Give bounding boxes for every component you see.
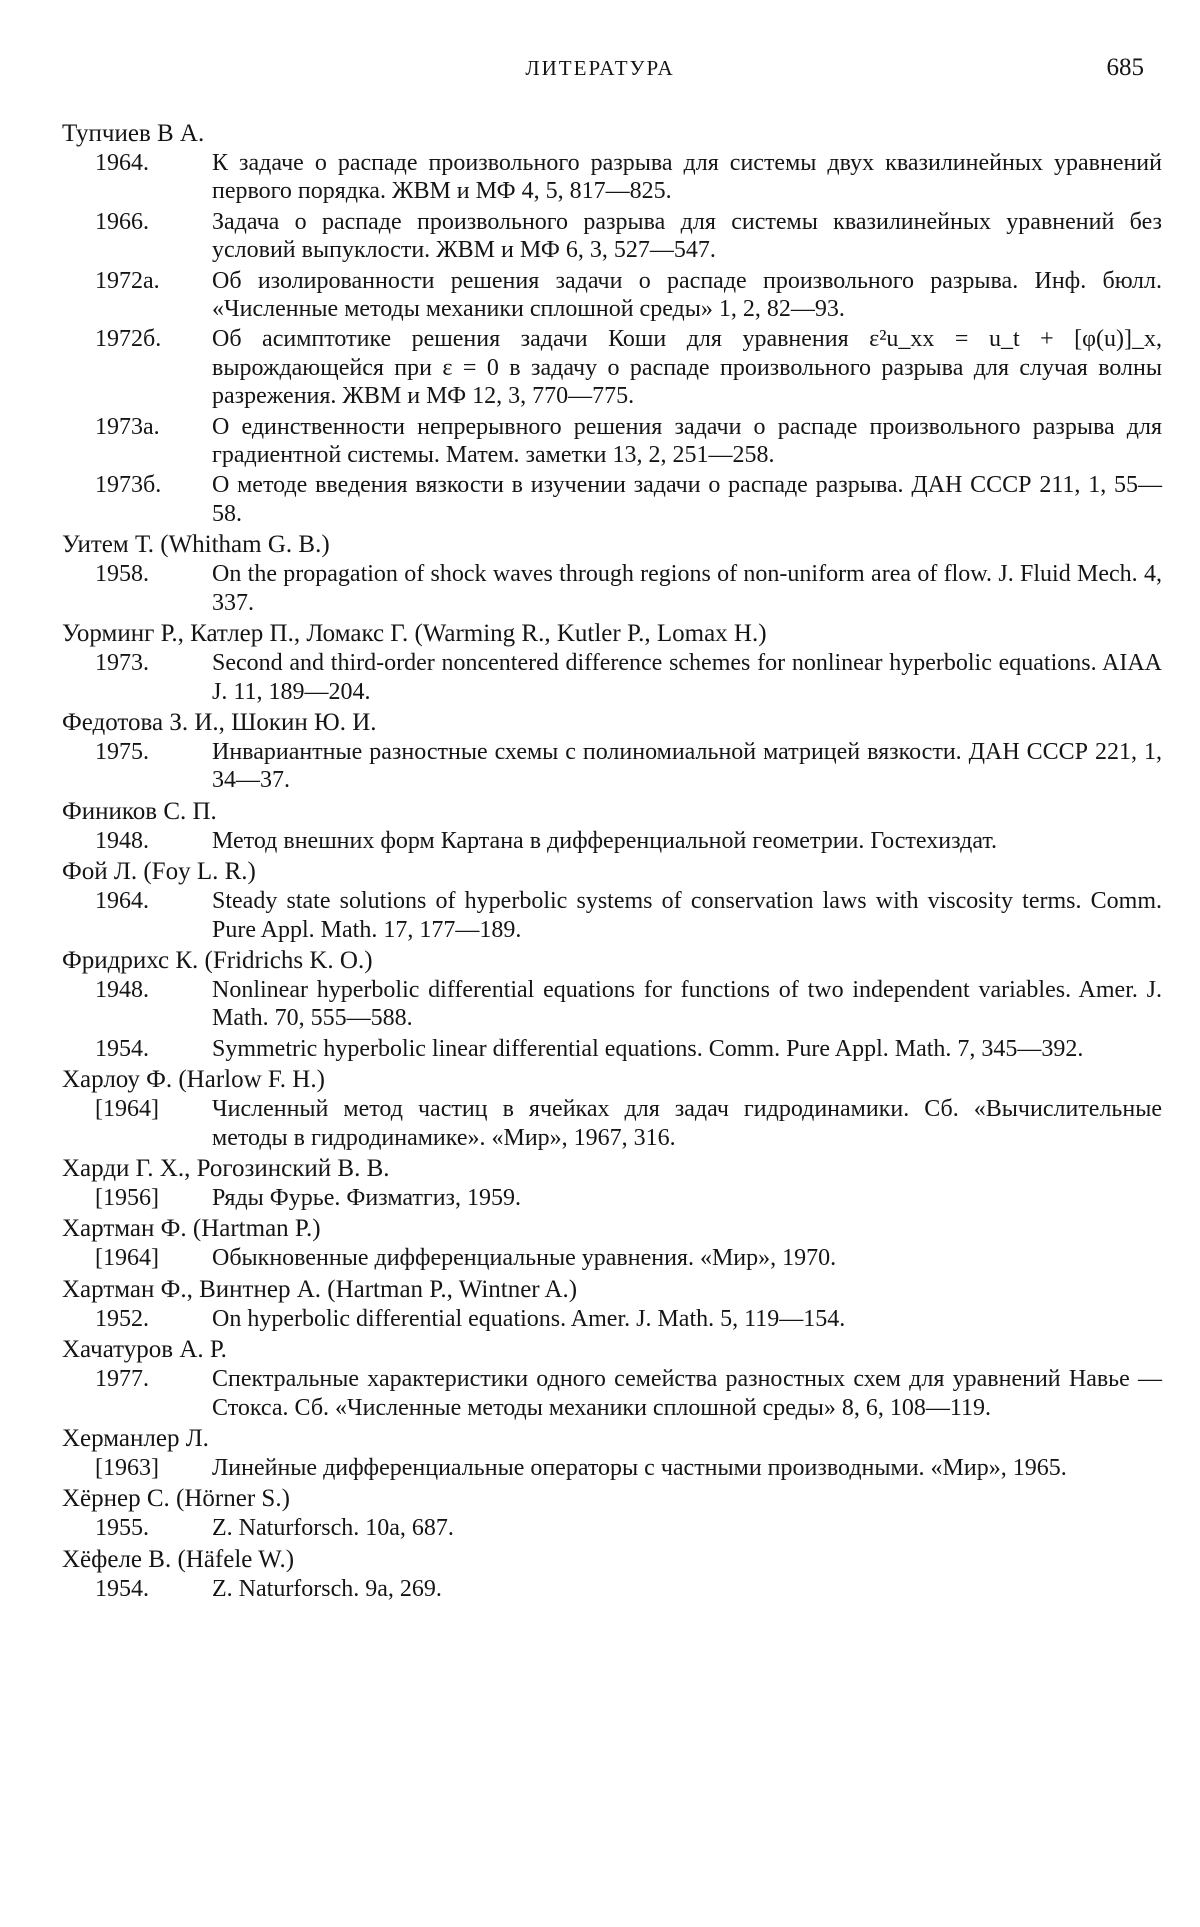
bib-entry xyxy=(95,1514,1162,1542)
entry-text: Z. Naturforsch. 9a, 269. xyxy=(212,1575,442,1602)
entry-year: 1958. xyxy=(95,561,149,588)
bib-entry xyxy=(95,1305,1162,1333)
bib-entry xyxy=(95,267,1162,324)
bib-entry xyxy=(95,887,1162,944)
entry-year: 1954. xyxy=(95,1035,149,1062)
bib-entry xyxy=(95,976,1162,1033)
author-block xyxy=(62,1275,1162,1333)
entry-text: Линейные дифференциальные операторы с частными производными. «Мир», 1965. xyxy=(212,1455,1067,1481)
bib-entry xyxy=(95,1184,1162,1212)
author-name: Федотова З. И., Шокин Ю. И. xyxy=(62,708,377,736)
author-block xyxy=(62,1484,1162,1542)
author-name: Харди Г. Х., Рогозинский В. В. xyxy=(62,1154,390,1182)
author-name: Тупчиев В А. xyxy=(62,120,205,147)
entry-year: 1964. xyxy=(95,150,149,176)
author-block xyxy=(62,857,1162,944)
entry-text: О единственности непрерывного решения задачи о распаде произвольного разрыва для градиентной системы. Матем. заметки 13, 2, 251—258. xyxy=(212,413,1162,469)
entry-year: 1954. xyxy=(95,1575,149,1602)
entry-year: [1964] xyxy=(95,1096,159,1123)
author-name: Фиников С. П. xyxy=(62,797,217,825)
bib-entry xyxy=(95,1035,1162,1063)
bib-entry xyxy=(95,149,1162,206)
bib-entry xyxy=(95,649,1162,706)
entry-year: [1964] xyxy=(95,1245,159,1272)
entry-year: 1977. xyxy=(95,1366,149,1393)
entry-text: Задача о распаде произвольного разрыва для системы квазилинейных уравнений без условий выпуклости. ЖВМ и МФ 6, 3, 527—547. xyxy=(212,208,1162,264)
author-block xyxy=(62,1214,1162,1272)
bib-entry xyxy=(95,827,1162,855)
bib-entry xyxy=(95,413,1162,470)
author-name: Хартман Ф. (Hartman P.) xyxy=(62,1215,321,1243)
entry-text: On the propagation of shock waves through regions of non-uniform area of flow. J. Fluid Mech. 4, 337. xyxy=(212,561,1162,616)
author-block xyxy=(62,1424,1162,1482)
entry-text: Nonlinear hyperbolic differential equations for functions of two independent variables. Amer. J. Math. 70, 555—588. xyxy=(212,976,1162,1032)
entry-text: Z. Naturforsch. 10a, 687. xyxy=(212,1515,454,1542)
author-block xyxy=(62,119,1162,528)
author-name: Фридрихс К. (Fridrichs K. O.) xyxy=(62,946,373,974)
entry-year: 1975. xyxy=(95,738,149,765)
author-block xyxy=(62,1335,1162,1422)
entry-year: 1955. xyxy=(95,1515,149,1542)
bib-entry xyxy=(95,471,1162,528)
author-block xyxy=(62,946,1162,1063)
author-name: Хартман Ф., Винтнер А. (Hartman P., Wintner A.) xyxy=(62,1275,578,1303)
author-block xyxy=(62,619,1162,706)
entry-text: Symmetric hyperbolic linear differential equations. Comm. Pure Appl. Math. 7, 345—392. xyxy=(212,1035,1084,1062)
running-title: ЛИТЕРАТУРА xyxy=(525,56,675,80)
author-block xyxy=(62,1154,1162,1212)
bib-entry xyxy=(95,560,1162,617)
entry-year: 1973а. xyxy=(95,413,160,440)
entry-text: Метод внешних форм Картана в дифференциальной геометрии. Гостехиздат. xyxy=(212,827,998,854)
entry-text: Спектральные характеристики одного семейства разностных схем для уравнений Навье — Стокса. Сб. «Численные методы механики сплошной среды» 8, 6, 108—119. xyxy=(212,1366,1162,1421)
author-name: Хёфеле В. (Häfele W.) xyxy=(62,1545,295,1573)
entry-text: Second and third-order noncentered difference schemes for nonlinear hyperbolic equations. AIAA J. 11, 189—204. xyxy=(212,650,1162,705)
entry-year: 1952. xyxy=(95,1305,149,1332)
bib-entry xyxy=(95,1454,1162,1482)
entry-year: [1956] xyxy=(95,1184,159,1211)
author-block xyxy=(62,797,1162,855)
entry-year: 1972а. xyxy=(95,267,160,294)
entry-year: 1972б. xyxy=(95,326,162,353)
author-block xyxy=(62,1545,1162,1603)
entry-year: 1948. xyxy=(95,827,149,854)
bib-entry xyxy=(95,1365,1162,1422)
entry-text: Об изолированности решения задачи о распаде произвольного разрыва. Инф. бюлл. «Численные методы механики сплошной среды» 1, 2, 82—93. xyxy=(212,267,1162,323)
page-header xyxy=(0,50,1200,90)
author-block xyxy=(62,530,1162,617)
entry-text: К задаче о распаде произвольного разрыва для системы двух квазилинейных уравнений первого порядка. ЖВМ и МФ 4, 5, 817—825. xyxy=(212,150,1162,205)
bib-entry xyxy=(95,738,1162,795)
bib-entry xyxy=(95,208,1162,265)
entry-text: On hyperbolic differential equations. Amer. J. Math. 5, 119—154. xyxy=(212,1305,846,1332)
author-name: Харлоу Ф. (Harlow F. H.) xyxy=(62,1066,325,1094)
bib-entry xyxy=(95,1095,1162,1152)
entry-year: 1973. xyxy=(95,650,149,677)
bibliography-list xyxy=(62,119,1162,1605)
entry-text: Ряды Фурье. Физматгиз, 1959. xyxy=(212,1184,522,1211)
entry-text: Об асимптотике решения задачи Коши для уравнения ε²u_xx = u_t + [φ(u)]_x, вырождающейся при ε = 0 в задачу о распаде произвольного разрыва для случая волны разрежения. ЖВМ и МФ 12, 3, 770—775. xyxy=(212,326,1162,410)
entry-year: 1948. xyxy=(95,976,149,1003)
author-name: Уитем Т. (Whitham G. B.) xyxy=(62,531,330,559)
entry-year: [1963] xyxy=(95,1455,159,1481)
entry-text: Обыкновенные дифференциальные уравнения. «Мир», 1970. xyxy=(212,1245,837,1272)
entry-year: 1973б. xyxy=(95,472,162,499)
entry-text: О методе введения вязкости в изучении задачи о распаде разрыва. ДАН СССР 211, 1, 55—58. xyxy=(212,472,1162,527)
entry-text: Численный метод частиц в ячейках для задач гидродинамики. Сб. «Вычислительные методы в гидродинамике». «Мир», 1967, 316. xyxy=(212,1096,1162,1151)
author-block xyxy=(62,1065,1162,1152)
author-name: Уорминг Р., Катлер П., Ломакс Г. (Warming R., Kutler P., Lomax H.) xyxy=(62,620,767,648)
entry-text: Инвариантные разностные схемы с полиномиальной матрицей вязкости. ДАН СССР 221, 1, 34—37. xyxy=(212,738,1162,794)
entry-year: 1966. xyxy=(95,208,149,235)
bib-entry xyxy=(95,1575,1162,1603)
author-name: Хёрнер С. (Hörner S.) xyxy=(62,1485,290,1513)
author-name: Херманлер Л. xyxy=(62,1425,209,1452)
bib-entry xyxy=(95,325,1162,410)
entry-year: 1964. xyxy=(95,888,149,915)
author-name: Фой Л. (Foy L. R.) xyxy=(62,858,256,886)
author-block xyxy=(62,708,1162,795)
page-number: 685 xyxy=(1106,54,1144,81)
author-name: Хачатуров А. Р. xyxy=(62,1336,227,1364)
bib-entry xyxy=(95,1244,1162,1272)
entry-text: Steady state solutions of hyperbolic systems of conservation laws with viscosity terms. Comm. Pure Appl. Math. 17, 177—189. xyxy=(212,888,1162,943)
